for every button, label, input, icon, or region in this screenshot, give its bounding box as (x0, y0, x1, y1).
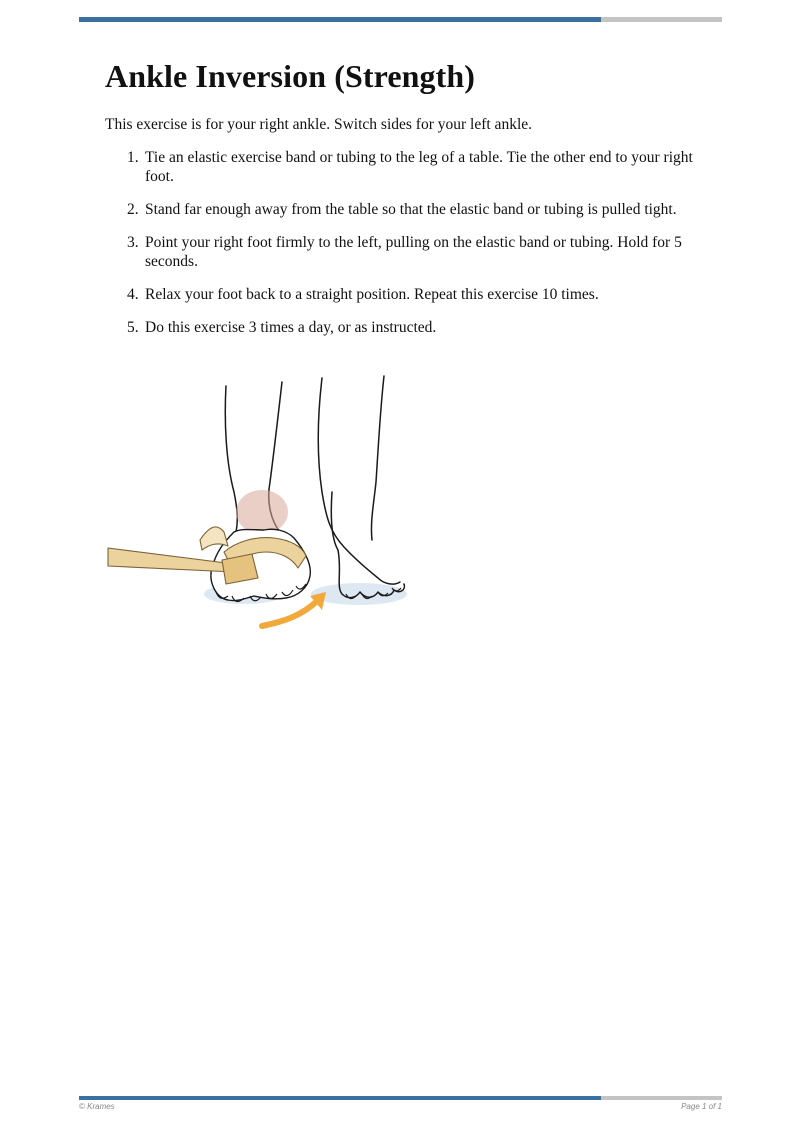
top-rule-accent (79, 17, 601, 22)
step-number: 1. (127, 149, 139, 166)
instruction-step (105, 285, 705, 304)
step-text: Point your right foot firmly to the left, pulling on the elastic band or tubing. Hold for 5 seconds. (145, 234, 682, 270)
instruction-step (105, 200, 705, 219)
step-text: Do this exercise 3 times a day, or as instructed. (145, 319, 437, 336)
ankle-inversion-illustration (104, 372, 424, 634)
step-number: 3. (127, 234, 139, 251)
bottom-rule (79, 1096, 722, 1100)
instruction-step (105, 318, 705, 337)
step-text: Tie an elastic exercise band or tubing to the leg of a table. Tie the other end to your right foot. (145, 149, 693, 185)
bottom-rule-rest (601, 1096, 722, 1100)
footer-page-number: Page 1 of 1 (681, 1102, 722, 1111)
instruction-list (105, 148, 705, 351)
top-rule-rest (601, 17, 722, 22)
page-title: Ankle Inversion (Strength) (105, 58, 476, 94)
planted-leg (318, 376, 404, 598)
instruction-step (105, 148, 705, 186)
footer-copyright: © Krames (79, 1102, 115, 1111)
step-text: Stand far enough away from the table so that the elastic band or tubing is pulled tight. (145, 201, 677, 218)
rotation-arrow-shaft (262, 600, 318, 626)
intro-text: This exercise is for your right ankle. Switch sides for your left ankle. (105, 116, 532, 133)
bottom-rule-accent (79, 1096, 601, 1100)
instruction-step (105, 233, 705, 271)
ankle-highlight (236, 490, 288, 534)
step-number: 2. (127, 201, 139, 218)
top-rule (79, 17, 722, 22)
step-number: 5. (127, 319, 139, 336)
step-text: Relax your foot back to a straight position. Repeat this exercise 10 times. (145, 286, 599, 303)
step-number: 4. (127, 286, 139, 303)
